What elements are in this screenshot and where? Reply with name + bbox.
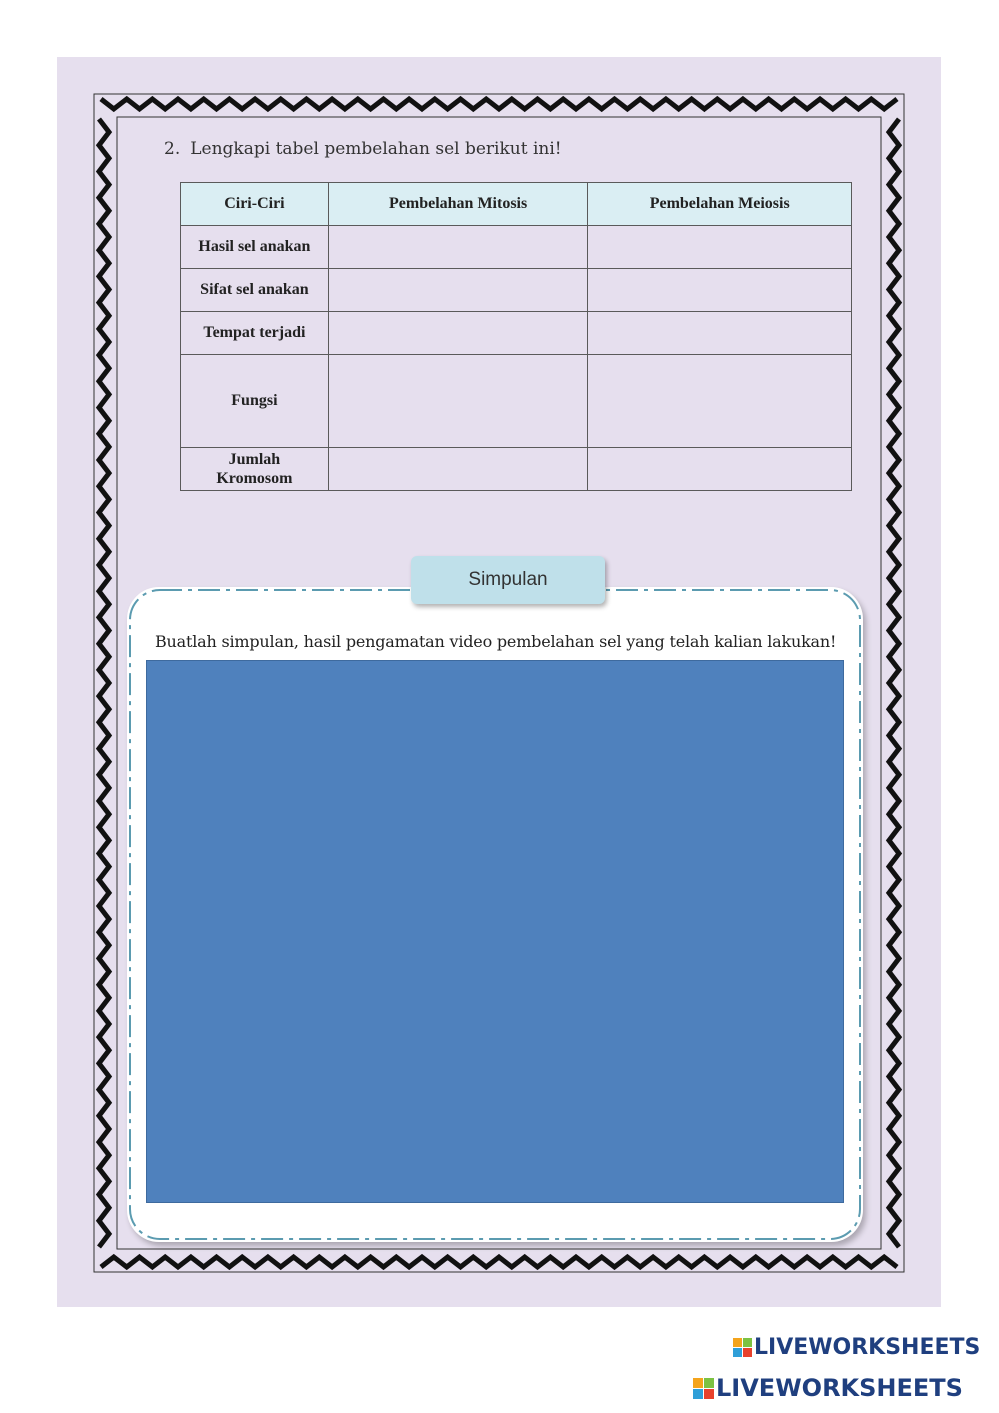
meiosis-answer-cell[interactable] (588, 312, 852, 355)
cell-division-table (180, 182, 852, 491)
row-label-line: Kromosom (216, 470, 293, 487)
header-mitosis: Pembelahan Mitosis (328, 183, 588, 226)
mitosis-answer-cell[interactable] (328, 269, 588, 312)
logo-mark-icon (733, 1338, 752, 1357)
simpulan-tab: Simpulan (411, 556, 605, 604)
worksheet-page (57, 57, 981, 1360)
mitosis-answer-cell[interactable] (328, 355, 588, 448)
logo-text: LIVEWORKSHEETS (754, 1335, 981, 1360)
question-2 (164, 139, 562, 159)
table-row (181, 312, 852, 355)
table-row (181, 226, 852, 269)
mitosis-answer-cell[interactable] (328, 448, 588, 491)
meiosis-answer-cell[interactable] (588, 448, 852, 491)
meiosis-answer-cell[interactable] (588, 355, 852, 448)
row-label-line: Jumlah (228, 451, 281, 468)
row-label: Sifat sel anakan (181, 269, 329, 312)
mitosis-answer-cell[interactable] (328, 226, 588, 269)
question-number: 2. (164, 139, 181, 159)
row-label: Hasil sel anakan (181, 226, 329, 269)
table-row (181, 269, 852, 312)
liveworksheets-logo-footer (693, 1374, 963, 1402)
table-row (181, 448, 852, 491)
liveworksheets-logo (733, 1335, 980, 1360)
logo-text: LIVEWORKSHEETS (716, 1374, 963, 1402)
header-meiosis: Pembelahan Meiosis (588, 183, 852, 226)
logo-mark-icon (693, 1378, 714, 1399)
header-ciri-ciri: Ciri-Ciri (181, 183, 329, 226)
row-label (181, 448, 329, 491)
table-row (181, 355, 852, 448)
meiosis-answer-cell[interactable] (588, 226, 852, 269)
conclusion-answer-box[interactable] (146, 660, 844, 1203)
mitosis-answer-cell[interactable] (328, 312, 588, 355)
conclusion-instruction: Buatlah simpulan, hasil pengamatan video pembelahan sel yang telah kalian lakukan! (155, 632, 837, 651)
meiosis-answer-cell[interactable] (588, 269, 852, 312)
row-label: Fungsi (181, 355, 329, 448)
row-label: Tempat terjadi (181, 312, 329, 355)
question-text: Lengkapi tabel pembelahan sel berikut ini! (190, 139, 562, 159)
